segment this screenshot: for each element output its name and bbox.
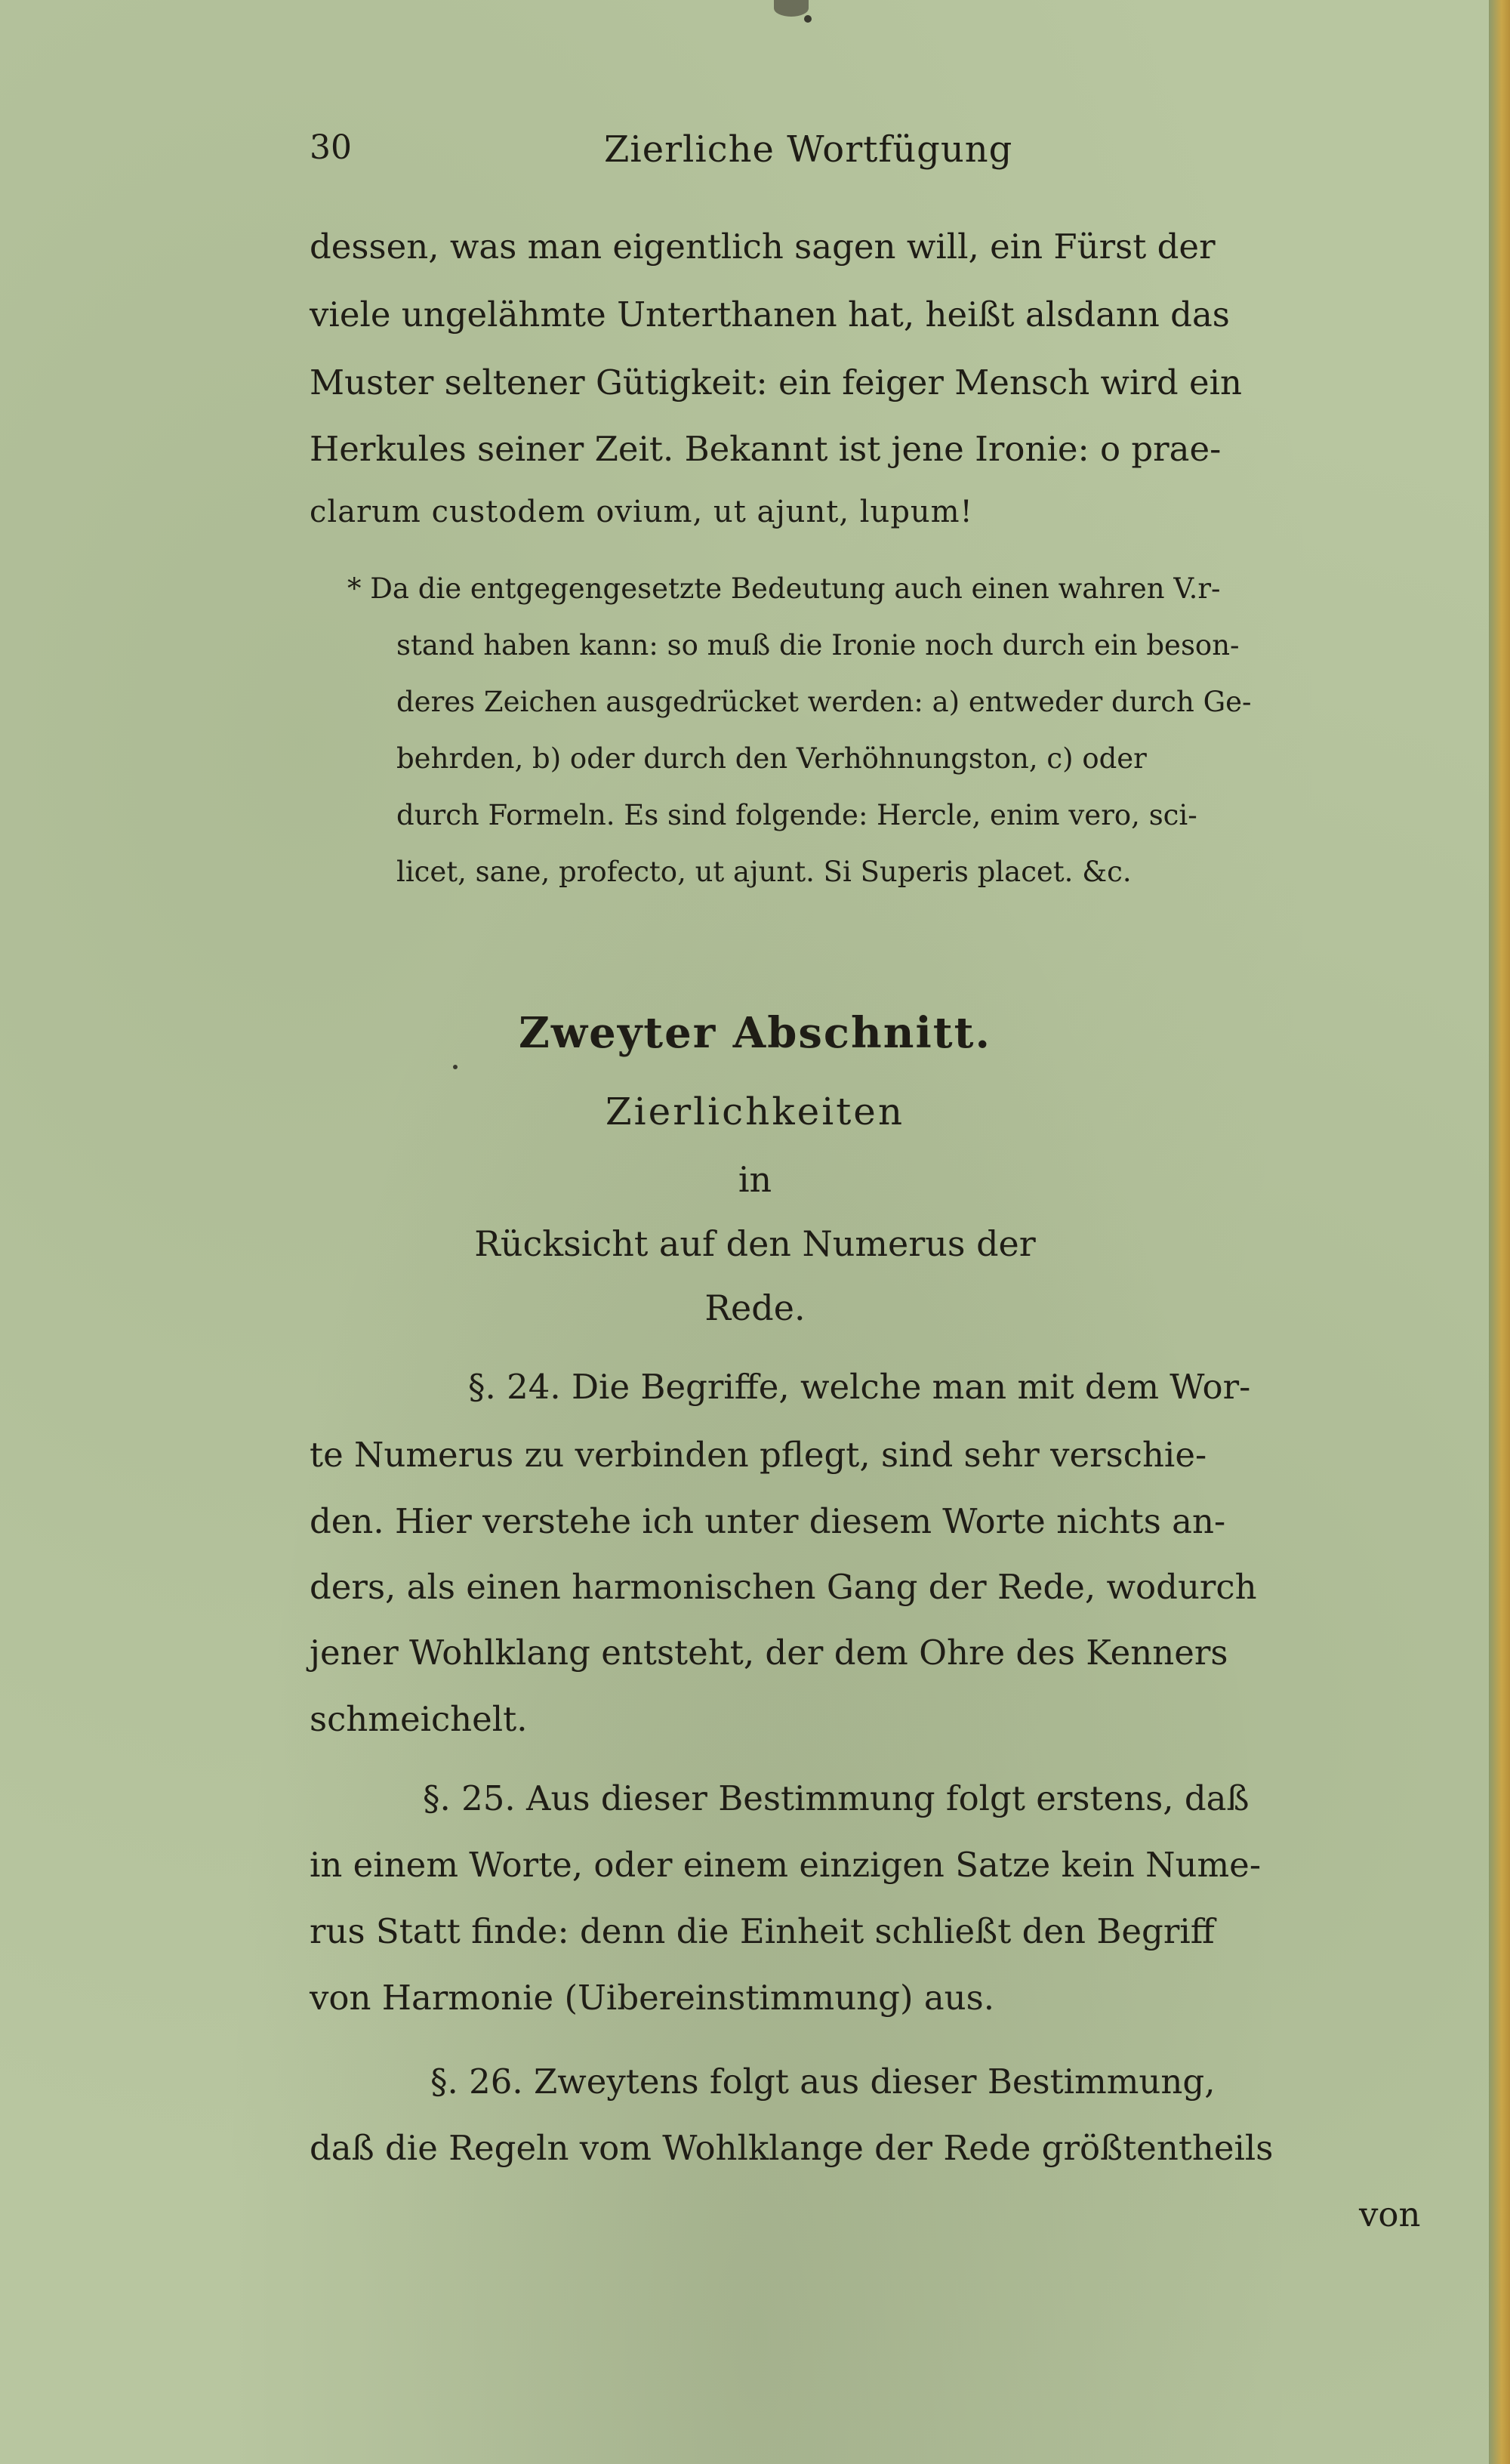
text-line: schmeichelt. — [310, 1699, 528, 1739]
footnote-line: deres Zeichen ausgedrücket werden: a) entweder durch Ge- — [396, 686, 1252, 718]
footnote-line: stand haben kann: so muß die Ironie noch durch ein beson- — [396, 629, 1240, 661]
running-title: Zierliche Wortfügung — [604, 128, 1013, 171]
paper-speck — [804, 15, 812, 23]
footnote-line: * Da die entgegengesetzte Bedeutung auch einen wahren V.r- — [347, 572, 1221, 605]
text-line: Herkules seiner Zeit. Bekannt ist jene Ironie: o prae- — [310, 429, 1222, 469]
text-line: den. Hier verstehe ich unter diesem Worte nichts an- — [310, 1501, 1226, 1541]
section-subtitle-line: Rede. — [704, 1288, 806, 1328]
text-line: viele ungelähmte Unterthanen hat, heißt alsdann das — [310, 295, 1230, 335]
text-line: jener Wohlklang entsteht, der dem Ohre des Kenners — [310, 1633, 1228, 1673]
text-line: in einem Worte, oder einem einzigen Satze kein Nume- — [310, 1845, 1262, 1885]
footnote-line: durch Formeln. Es sind folgende: Hercle, enim vero, sci- — [396, 799, 1197, 831]
text-line: clarum custodem ovium, ut ajunt, lupum! — [310, 495, 973, 529]
text-line: §. 25. Aus dieser Bestimmung folgt erstens, daß — [423, 1778, 1250, 1818]
section-subtitle-line: Rücksicht auf den Numerus der — [474, 1223, 1036, 1264]
text-line: te Numerus zu verbinden pflegt, sind sehr verschie- — [310, 1435, 1207, 1475]
text-line: §. 26. Zweytens folgt aus dieser Bestimmung, — [430, 2062, 1216, 2102]
text-line: dessen, was man eigentlich sagen will, ein Fürst der — [310, 227, 1216, 267]
text-line: von Harmonie (Uibereinstimmung) aus. — [310, 1978, 995, 2018]
footnote-line: behrden, b) oder durch den Verhöhnungston, c) oder — [396, 742, 1147, 775]
footnote-line: licet, sane, profecto, ut ajunt. Si Superis placet. &c. — [396, 856, 1132, 888]
section-subtitle-in: in — [738, 1159, 772, 1200]
catchword: von — [1359, 2194, 1421, 2234]
text-line: daß die Regeln vom Wohlklange der Rede größtentheils — [310, 2128, 1274, 2168]
text-line: §. 24. Die Begriffe, welche man mit dem Wor- — [468, 1367, 1251, 1407]
text-line: Muster seltener Gütigkeit: ein feiger Mensch wird ein — [310, 362, 1243, 402]
text-line: rus Statt finde: denn die Einheit schließt den Begriff — [310, 1911, 1215, 1951]
paper-speck — [453, 1065, 458, 1069]
section-subtitle: Zierlichkeiten — [605, 1090, 905, 1133]
section-title: Zweyter Abschnitt. — [519, 1008, 991, 1058]
running-header — [310, 128, 1442, 181]
text-line: ders, als einen harmonischen Gang der Rede, wodurch — [310, 1567, 1257, 1607]
page-number: 30 — [310, 128, 352, 167]
ink-stain — [774, 0, 809, 17]
